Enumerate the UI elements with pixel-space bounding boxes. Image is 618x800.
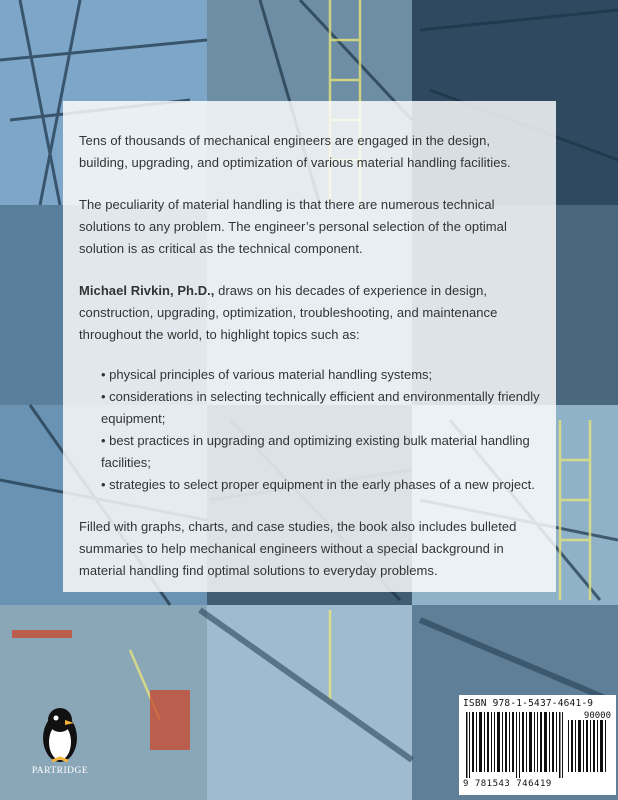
intro-paragraph: Tens of thousands of mechanical engineers are engaged in the design, building, upgrading, and optimization of various material handling facilities. xyxy=(79,133,511,170)
back-cover-text-panel xyxy=(63,101,556,592)
price-code: 90000 xyxy=(583,711,611,721)
publisher-logo xyxy=(30,700,90,790)
peculiarity-paragraph: The peculiarity of material handling is that there are numerous technical solutions to any problem. The engineer’s personal selection of the optimal solution is as critical as the technical component. xyxy=(79,197,507,256)
barcode-digits: 9 781543 746419 xyxy=(463,779,552,789)
topic-item: • strategies to select proper equipment in the early phases of a new project. xyxy=(101,474,540,496)
penguin-icon xyxy=(30,700,90,766)
closing-paragraph: Filled with graphs, charts, and case studies, the book also includes bulleted summaries to help mechanical engineers without a special background in material handling find optimal solutions to everyday problems. xyxy=(79,519,517,578)
topics-list xyxy=(79,364,540,496)
publisher-name: PARTRIDGE xyxy=(31,766,89,776)
author-paragraph xyxy=(79,280,540,346)
author-description: draws on his decades of experience in design, construction, upgrading, optimization, troubleshooting, and maintenance throughout the world, to highlight topics such as: xyxy=(79,283,498,342)
isbn-label: ISBN 978-1-5437-4641-9 xyxy=(463,698,594,709)
barcode-bars xyxy=(466,712,609,778)
topic-item: • physical principles of various material handling systems; xyxy=(101,364,540,386)
topic-item: • best practices in upgrading and optimizing existing bulk material handling facilities; xyxy=(101,430,540,474)
author-name: Michael Rivkin, Ph.D., xyxy=(79,283,215,298)
topic-item: • considerations in selecting technically efficient and environmentally friendly equipment; xyxy=(101,386,540,430)
isbn-barcode xyxy=(459,695,616,795)
